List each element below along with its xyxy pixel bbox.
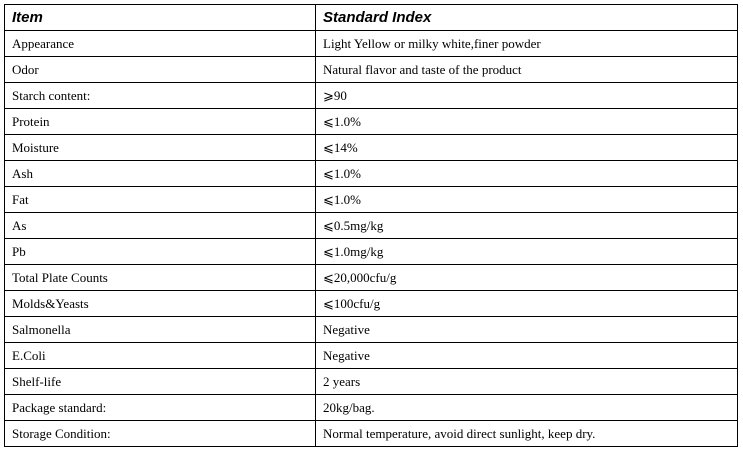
column-header-standard-index: Standard Index (316, 5, 738, 31)
table-row (5, 265, 738, 291)
item-cell: Odor (5, 57, 316, 83)
item-cell: Salmonella (5, 317, 316, 343)
table-row (5, 395, 738, 421)
item-cell: Package standard: (5, 395, 316, 421)
table-row (5, 213, 738, 239)
item-cell: Shelf-life (5, 369, 316, 395)
item-cell: Molds&Yeasts (5, 291, 316, 317)
table-row (5, 109, 738, 135)
table-row (5, 369, 738, 395)
table-row (5, 57, 738, 83)
standard-cell: ⩽20,000cfu/g (316, 265, 738, 291)
standard-cell: Light Yellow or milky white,finer powder (316, 31, 738, 57)
standard-cell: Negative (316, 343, 738, 369)
standard-cell: 20kg/bag. (316, 395, 738, 421)
item-cell: Protein (5, 109, 316, 135)
standard-cell: 2 years (316, 369, 738, 395)
item-cell: Starch content: (5, 83, 316, 109)
item-cell: Fat (5, 187, 316, 213)
header-row (5, 5, 738, 31)
item-cell: E.Coli (5, 343, 316, 369)
table-row (5, 135, 738, 161)
column-header-item: Item (5, 5, 316, 31)
standard-cell: ⩽100cfu/g (316, 291, 738, 317)
standard-cell: ⩽1.0% (316, 187, 738, 213)
standard-cell: ⩽1.0mg/kg (316, 239, 738, 265)
standard-cell: Natural flavor and taste of the product (316, 57, 738, 83)
standard-cell: ⩾90 (316, 83, 738, 109)
table-row (5, 83, 738, 109)
item-cell: Appearance (5, 31, 316, 57)
standard-cell: ⩽1.0% (316, 161, 738, 187)
table-row (5, 421, 738, 447)
table-row (5, 317, 738, 343)
standard-cell: Normal temperature, avoid direct sunlight, keep dry. (316, 421, 738, 447)
item-cell: Ash (5, 161, 316, 187)
standard-cell: ⩽1.0% (316, 109, 738, 135)
standard-cell: ⩽14% (316, 135, 738, 161)
item-cell: As (5, 213, 316, 239)
item-cell: Moisture (5, 135, 316, 161)
table-row (5, 291, 738, 317)
table-row (5, 239, 738, 265)
table-row (5, 31, 738, 57)
table-row (5, 187, 738, 213)
item-cell: Pb (5, 239, 316, 265)
item-cell: Storage Condition: (5, 421, 316, 447)
table-row (5, 343, 738, 369)
standard-cell: Negative (316, 317, 738, 343)
item-cell: Total Plate Counts (5, 265, 316, 291)
spec-table (4, 4, 738, 447)
table-row (5, 161, 738, 187)
standard-cell: ⩽0.5mg/kg (316, 213, 738, 239)
